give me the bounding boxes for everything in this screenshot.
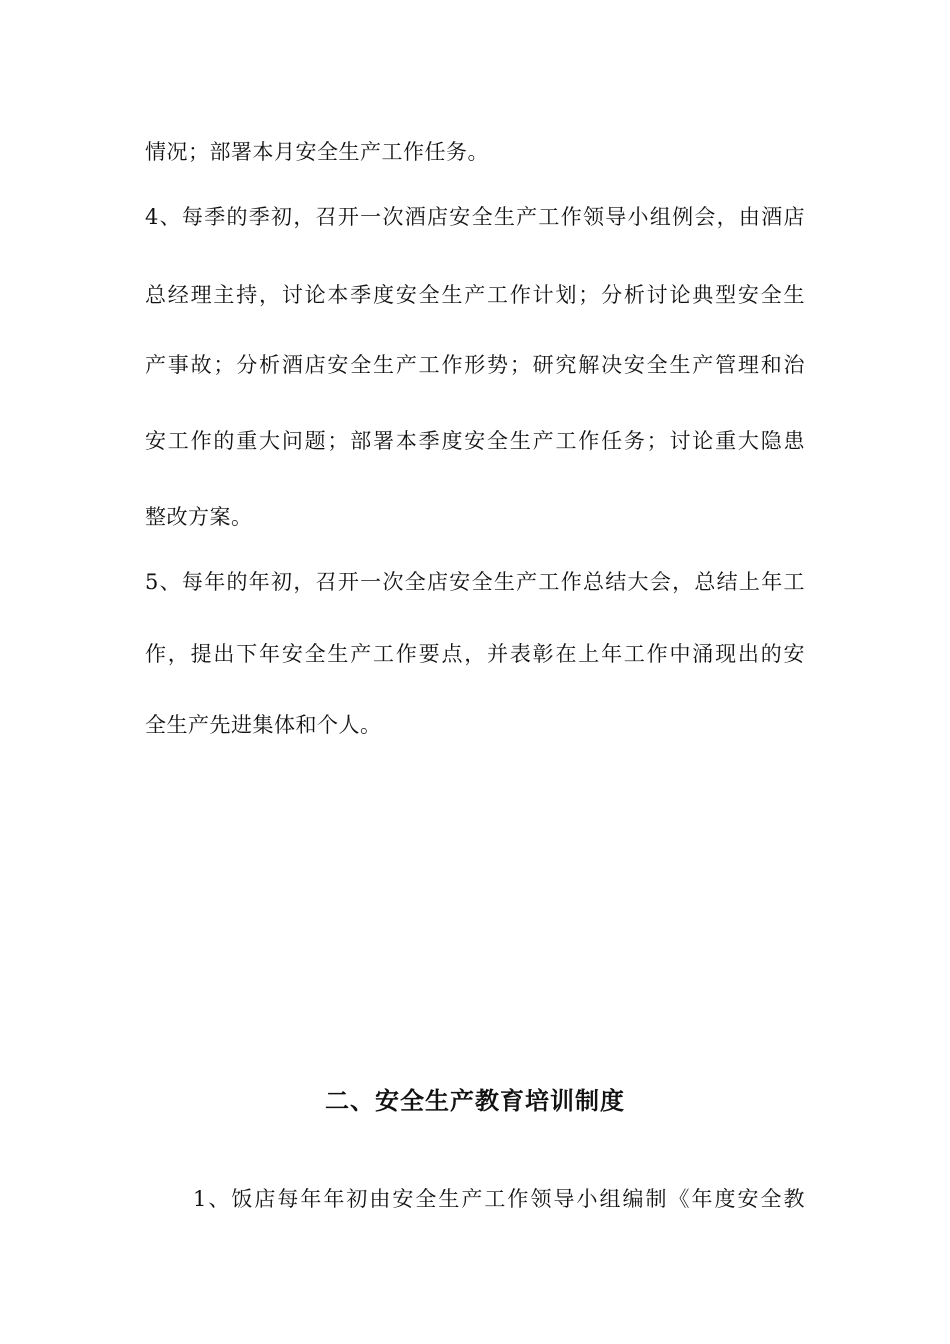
- paragraph-line: 情况；部署本月安全生产工作任务。: [145, 140, 489, 164]
- paragraph-line: 产事故；分析酒店安全生产工作形势；研究解决安全生产管理和治: [145, 353, 805, 377]
- paragraph-line: 5、每年的年初，召开一次全店安全生产工作总结大会，总结上年工: [145, 570, 805, 594]
- paragraph-line: 4、每季的季初，召开一次酒店安全生产工作领导小组例会，由酒店: [145, 205, 805, 229]
- section-heading: 二、安全生产教育培训制度: [325, 1086, 625, 1115]
- paragraph-line: 作，提出下年安全生产工作要点，并表彰在上年工作中涌现出的安: [145, 642, 805, 666]
- paragraph-line: 安工作的重大问题；部署本季度安全生产工作任务；讨论重大隐患: [145, 429, 805, 453]
- paragraph-line: 总经理主持，讨论本季度安全生产工作计划；分析讨论典型安全生: [145, 283, 805, 307]
- paragraph-line: 1、饭店每年年初由安全生产工作领导小组编制《年度安全教: [193, 1187, 805, 1211]
- paragraph-line: 整改方案。: [145, 505, 253, 529]
- paragraph-line: 全生产先进集体和个人。: [145, 713, 382, 737]
